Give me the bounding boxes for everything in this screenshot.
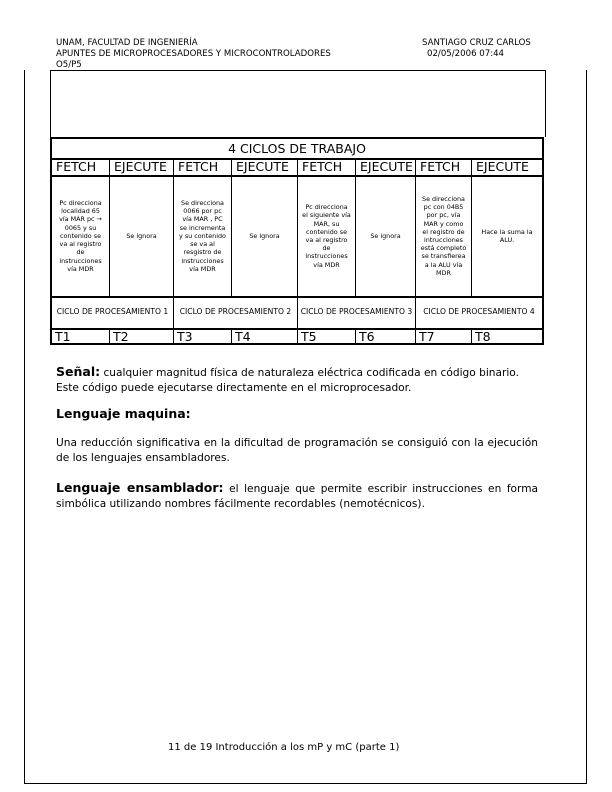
- description-row: [52, 176, 542, 298]
- processing-cycle-cell: CICLO DE PROCESAMIENTO 1: [52, 297, 174, 328]
- lenguaje-maquina-paragraph: Una reducción significativa en la dificultad de programación se consiguió con la ejecución de los lenguajes ensambladores.: [56, 437, 538, 464]
- phase-cell: EJECUTE: [476, 159, 529, 174]
- time-cell: T1: [52, 329, 110, 345]
- phase-cell: FETCH: [298, 159, 356, 175]
- page-footer: 11 de 19 Introducción a los mP y mC (parte 1): [168, 742, 400, 753]
- phase-cell: EJECUTE: [356, 159, 416, 175]
- phase-cell: FETCH: [174, 159, 232, 175]
- processing-cycle-row: [52, 297, 542, 330]
- phase-cell: FETCH: [52, 159, 110, 175]
- time-cell: T3: [174, 329, 232, 345]
- processing-cycle-cell: CICLO DE PROCESAMIENTO 2: [174, 297, 298, 328]
- time-cell: T8: [475, 329, 491, 344]
- senal-paragraph: [56, 364, 538, 396]
- time-cell: T2: [110, 329, 174, 345]
- phase-cell: EJECUTE: [110, 159, 174, 175]
- phase-cell: FETCH: [416, 159, 472, 175]
- ensamblador-paragraph: [56, 480, 538, 512]
- figure-placeholder-box: [50, 70, 546, 137]
- header-author: SANTIAGO CRUZ CARLOS: [422, 38, 531, 48]
- description-cell: Pc direcciona el siguiente vía MAR, su contenido se va al registro de instrucciones vía MDR: [298, 176, 356, 296]
- time-cell: T4: [232, 329, 298, 345]
- lenguaje-maquina-heading: Lenguaje maquina:: [56, 406, 191, 421]
- description-cell: Se ignora: [356, 176, 416, 296]
- header-institution: UNAM, FACULTAD DE INGENIERÍA: [56, 38, 198, 48]
- senal-definition: cualquier magnitud física de naturaleza eléctrica codificada en código binario. Este código puede ejecutarse directamente en el microprocesador.: [56, 367, 519, 394]
- work-cycles-table: [50, 137, 544, 345]
- time-cell: T7: [416, 329, 472, 345]
- time-cell: T6: [356, 329, 416, 345]
- ensamblador-definition: el lenguaje que permite escribir instrucciones en forma simbólica utilizando nombres fácilmente recordables (nemotécnicos).: [56, 483, 539, 510]
- description-cell: Se ignora: [110, 176, 174, 296]
- time-cell: T5: [298, 329, 356, 345]
- description-cell: Se direcciona pc con 04B5 por pc, vía MAR y como el registro de intrucciones está completo se transfierea a la ALU vía MDR: [416, 176, 472, 296]
- ensamblador-term: Lenguaje ensamblador:: [56, 480, 224, 495]
- description-cell: Hace la suma la ALU.: [481, 227, 533, 244]
- header-course: APUNTES DE MICROPROCESADORES Y MICROCONTROLADORES: [56, 49, 331, 59]
- table-title: 4 CICLOS DE TRABAJO: [52, 139, 542, 160]
- header-datetime: 02/05/2006 07:44: [427, 49, 505, 59]
- phase-row: [52, 159, 542, 177]
- description-cell: Se ignora: [232, 176, 298, 296]
- description-cell: Pc direcciona localidad 65 vía MAR pc → 0065 y su contenido se va al registro de instrucciones vía MDR: [52, 176, 110, 296]
- processing-cycle-cell: CICLO DE PROCESAMIENTO 4: [423, 307, 535, 316]
- description-cell: Se direcciona 0066 por pc vía MAR , PC se incrementa y su contenido se va al resgistro de instrucciones vía MDR: [174, 176, 232, 296]
- phase-cell: EJECUTE: [232, 159, 298, 175]
- time-row: [52, 329, 542, 345]
- header-code: O5/P5: [56, 60, 82, 70]
- senal-term: Señal:: [56, 364, 101, 379]
- processing-cycle-cell: CICLO DE PROCESAMIENTO 3: [298, 297, 416, 328]
